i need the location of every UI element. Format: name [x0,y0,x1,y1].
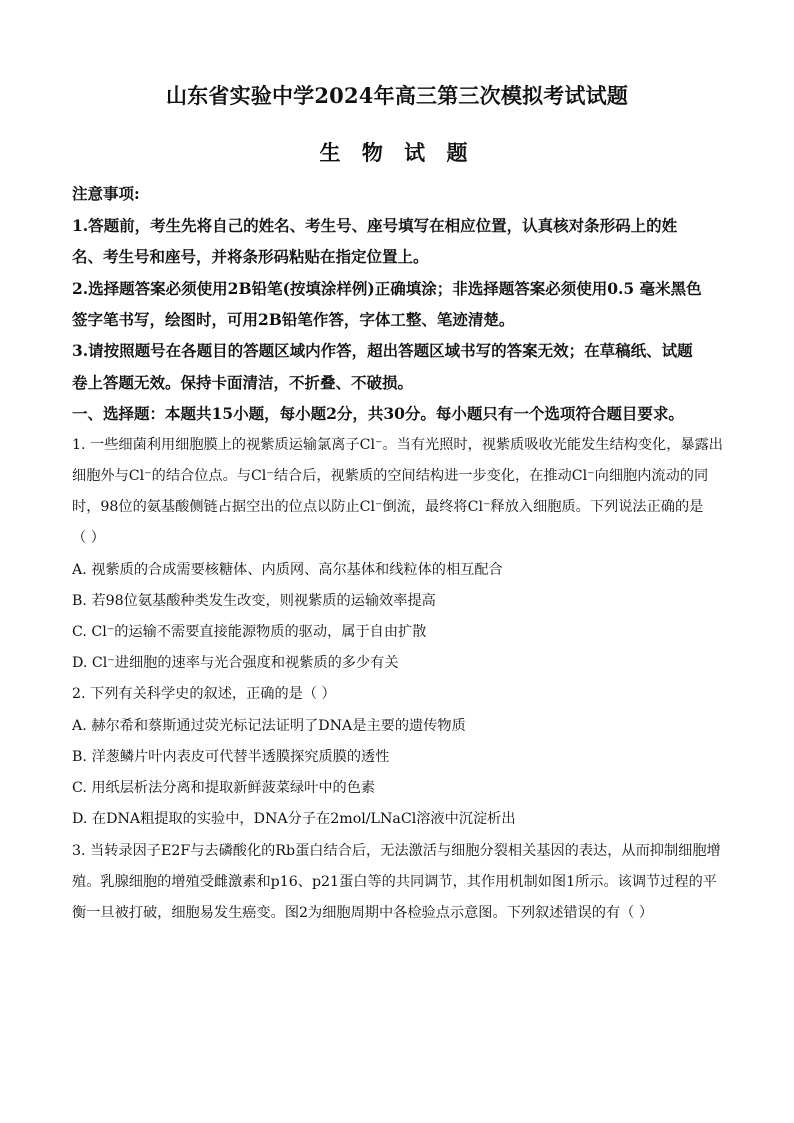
question-1-stem-line: （ ） [72,530,105,546]
question-2-option-b: B. 洋葱鳞片叶内表皮可代替半透膜探究质膜的透性 [72,749,390,765]
notes-heading: 注意事项: [72,184,140,203]
question-1-stem-line: 时，98位的氨基酸侧链占据空出的位点以防止Cl⁻倒流，最终将Cl⁻释放入细胞质。下列说法正确的是 [72,499,704,515]
notes-line: 卷上答题无效。保持卡面清洁，不折叠、不破损。 [72,373,414,392]
question-2-option-d: D. 在DNA粗提取的实验中，DNA分子在2mol/LNaCl溶液中沉淀析出 [72,811,516,827]
question-2-option-c: C. 用纸层析法分离和提取新鲜菠菜绿叶中的色素 [72,780,376,796]
question-1-stem-line: 1. 一些细菌利用细胞膜上的视紫质运输氯离子Cl⁻。当有光照时，视紫质吸收光能发生结构变化，暴露出 [72,437,723,453]
question-2-option-a: A. 赫尔希和蔡斯通过荧光标记法证明了DNA是主要的遗传物质 [72,718,466,734]
question-1-option-c: C. Cl⁻的运输不需要直接能源物质的驱动，属于自由扩散 [72,624,427,640]
question-1-option-d: D. Cl⁻进细胞的速率与光合强度和视紫质的多少有关 [72,655,399,671]
notes-line: 签字笔书写，绘图时，可用2B铅笔作答，字体工整、笔迹清楚。 [72,310,515,329]
question-3-stem-line: 3. 当转录因子E2F与去磷酸化的Rb蛋白结合后，无法激活与细胞分裂相关基因的表达，从而抑制细胞增 [72,843,721,859]
question-1-stem-line: 细胞外与Cl⁻的结合位点。与Cl⁻结合后，视紫质的空间结构进一步变化，在推动Cl⁻向细胞内流动的同 [72,468,709,484]
section-heading: 一、选择题：本题共15小题，每小题2分，共30分。每小题只有一个选项符合题目要求。 [72,404,684,423]
question-3-stem-line: 衡一旦被打破，细胞易发生癌变。图2为细胞周期中各检验点示意图。下列叙述错误的有（ ） [72,905,654,921]
notes-line: 1.答题前，考生先将自己的姓名、考生号、座号填写在相应位置，认真核对条形码上的姓 [72,216,678,235]
question-2-stem: 2. 下列有关科学史的叙述，正确的是（ ） [72,686,336,702]
question-3-stem-line: 殖。乳腺细胞的增殖受雌激素和p16、p21蛋白等的共同调节，其作用机制如图1所示。该调节过程的平 [72,874,717,890]
exam-title: 山东省实验中学2024年高三第三次模拟考试试题 [165,83,629,108]
notes-line: 名、考生号和座号，并将条形码粘贴在指定位置上。 [72,247,429,266]
notes-line: 2.选择题答案必须使用2B铅笔(按填涂样例)正确填涂；非选择题答案必须使用0.5 毫米黑色 [72,279,702,298]
question-1-option-b: B. 若98位氨基酸种类发生改变，则视紫质的运输效率提高 [72,593,436,609]
subject-title: 生 物 试 题 [319,140,475,165]
question-1-option-a: A. 视紫质的合成需要核糖体、内质网、高尔基体和线粒体的相互配合 [72,562,503,578]
notes-line: 3.请按照题号在各题目的答题区域内作答，超出答题区域书写的答案无效；在草稿纸、试题 [72,341,693,360]
